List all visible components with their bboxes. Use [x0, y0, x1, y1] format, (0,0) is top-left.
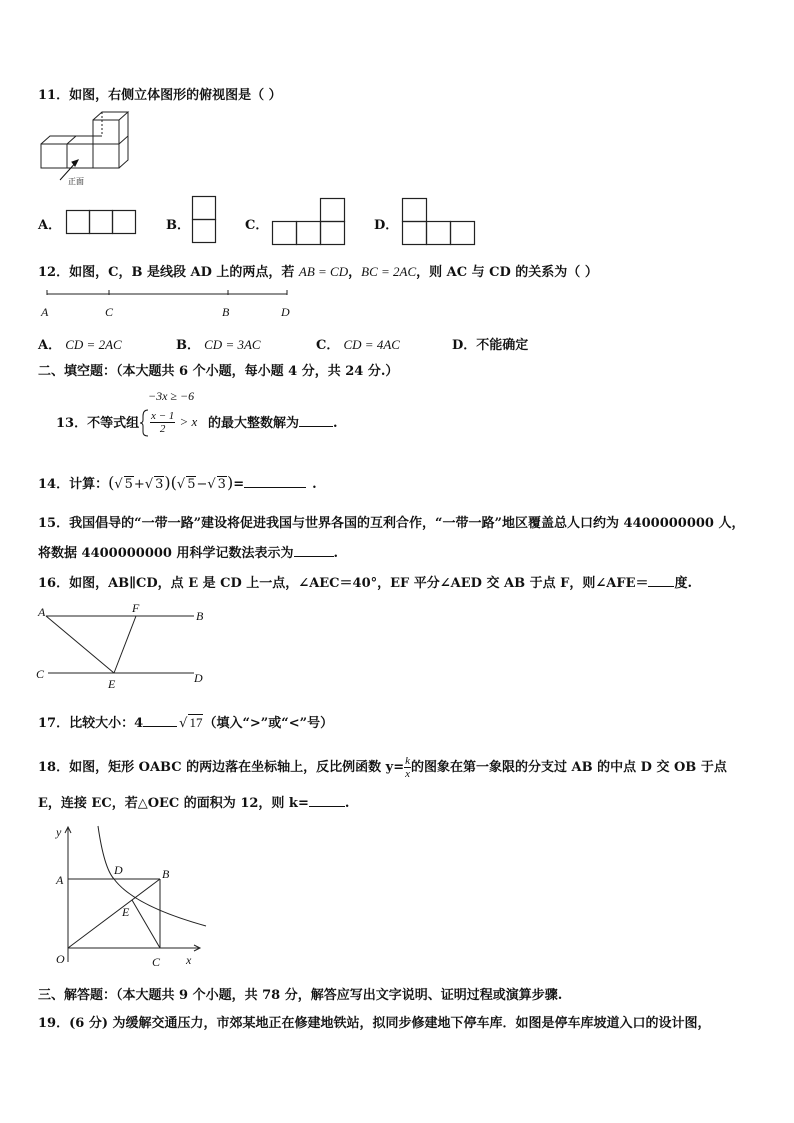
- q18-label-b: B: [162, 867, 170, 881]
- q16-answer-blank[interactable]: [648, 574, 674, 587]
- q13-suffix: 的最大整数解为 .: [208, 416, 338, 431]
- q14-answer-blank[interactable]: [244, 475, 306, 488]
- q11-option-d-figure: [402, 198, 478, 248]
- q13-brace: [140, 408, 150, 438]
- q11-solid-figure: [38, 110, 138, 190]
- q16-figure: [36, 600, 216, 692]
- q12-stem: [38, 261, 598, 280]
- q16-point-b: B: [196, 609, 204, 623]
- q11-stem: 11．如图，右侧立体图形的俯视图是（ ）: [38, 88, 282, 103]
- q13-system: [148, 389, 194, 404]
- q12-stem-suffix: ，则 AC 与 CD 的关系为（ ）: [416, 265, 598, 280]
- q11-option-c-figure: [272, 198, 348, 248]
- q18-label-c: C: [152, 955, 161, 969]
- q11-option-d-label: D．: [374, 218, 399, 233]
- q18-label-a: A: [56, 873, 64, 887]
- q18-label-d: D: [114, 863, 123, 877]
- q18-line1: 18．如图，矩形 OABC 的两边落在坐标轴上，反比例函数 y= $\frac{k}{x}$ 的图象在第一象限的分支过 AB 的中点 D 交 OB 于点: [38, 755, 727, 780]
- q11-option-b-figure: [192, 196, 218, 246]
- section-2-heading: 二、填空题：（本大题共 6 个小题，每小题 4 分，共 24 分.）: [38, 364, 399, 379]
- q12-point-d: D: [281, 305, 290, 319]
- q13-prefix: 13．不等式组: [56, 416, 140, 431]
- q12-point-c: C: [105, 305, 114, 319]
- q17: 17．比较大小：4 √ 17（填入“>”或“<”号）: [38, 715, 334, 731]
- q16-point-a: A: [38, 605, 46, 619]
- q12-sep: ，: [348, 265, 362, 280]
- q17-answer-blank[interactable]: [143, 714, 177, 727]
- q18-label-y: y: [56, 825, 62, 839]
- q14: 14．计算：(√ 5+√ 3)(√ 5−√ 3)= .: [38, 473, 317, 492]
- q18-answer-blank[interactable]: [309, 794, 345, 807]
- q15-line2: 将数据 4400000000 用科学记数法表示为 .: [38, 546, 339, 561]
- q12-segment-figure: [38, 286, 298, 320]
- q12-stem-prefix: 12．如图，C，B 是线段 AD 上的两点，若: [38, 265, 295, 280]
- q16-point-c: C: [36, 667, 45, 681]
- q16-point-e: E: [108, 677, 116, 691]
- q12-point-a: A: [41, 305, 49, 319]
- front-label: 正面: [68, 177, 84, 186]
- q16-stem: 16．如图，AB∥CD，点 E 是 CD 上一点，∠AEC＝40°，EF 平分∠AED 交 AB 于点 F，则∠AFE＝ 度.: [38, 576, 693, 591]
- q13-answer-blank[interactable]: [299, 414, 333, 427]
- q11-option-a-figure: [66, 210, 138, 236]
- q12-option-b: B． CD = 3AC: [176, 337, 261, 353]
- q16-point-f: F: [132, 601, 140, 615]
- q16-point-d: D: [194, 671, 203, 685]
- q18-label-o: O: [56, 952, 65, 966]
- q12-cond1: AB = CD: [298, 264, 349, 279]
- q15-answer-blank[interactable]: [294, 544, 334, 557]
- q12-option-c: C． CD = 4AC: [316, 337, 400, 353]
- q13-ineq1: −3x ≥ −6: [148, 389, 195, 403]
- q12-point-b: B: [222, 305, 230, 319]
- q11-option-c-label: C．: [245, 218, 269, 233]
- q19-text: 19．(6 分) 为缓解交通压力，市郊某地正在修建地铁站，拟同步修建地下停车库．如图是停车库坡道入口的设计图，: [38, 1016, 711, 1031]
- q18-label-x: x: [186, 953, 192, 967]
- section-3-heading: 三、解答题：（本大题共 9 个小题，共 78 分，解答应写出文字说明、证明过程或演算步骤.: [38, 988, 563, 1003]
- q18-line2: E，连接 EC，若△OEC 的面积为 12，则 k= .: [38, 796, 350, 811]
- q12-option-a: A． CD = 2AC: [38, 337, 122, 353]
- q18-label-e: E: [122, 905, 130, 919]
- q11-option-b-label: B．: [166, 218, 190, 233]
- q13-ineq2: $\frac{x - 1}{2}$ > x: [151, 410, 198, 435]
- q12-cond2: BC = 2AC: [361, 264, 417, 279]
- q12-option-d: D．不能确定: [452, 338, 529, 353]
- q15-line1: 15．我国倡导的“一带一路”建设将促进我国与世界各国的互利合作，“一带一路”地区覆盖总人口约为 4400000000 人，: [38, 516, 745, 531]
- q11-option-a-label: A．: [38, 218, 62, 233]
- q18-figure: [36, 822, 208, 972]
